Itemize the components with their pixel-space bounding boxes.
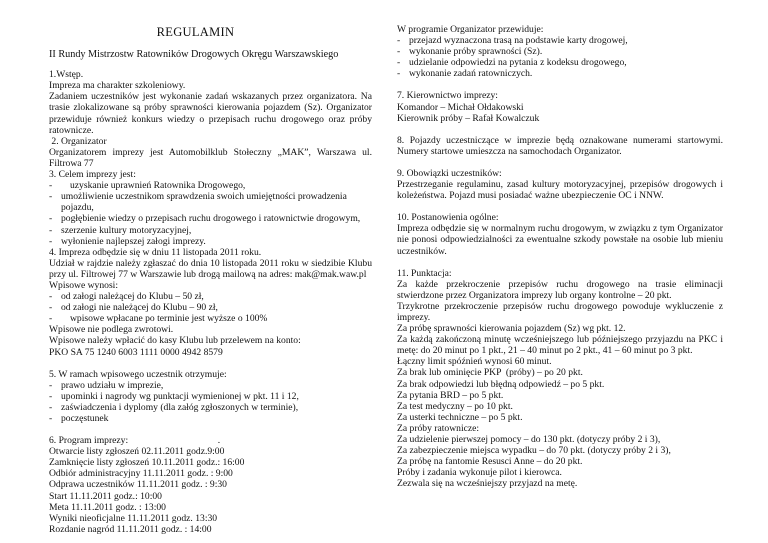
- section-4-paragraph: Udział w rajdzie należy zgłaszać do dnia 10 listopada 2011 roku w siedzibie Klubu przy ul. Filtrowej 77 w Warszawie lub drogą mailową na adres: mak@mak.waw.pl: [49, 257, 372, 280]
- section-4-heading: 4. Impreza odbędzie się w dniu 11 listopada 2011 roku.: [49, 246, 262, 258]
- scoring-line: Za test medyczny – po 10 pkt.: [397, 400, 513, 412]
- bank-account: PKO SA 75 1240 6003 1111 0000 4942 8579: [49, 346, 223, 358]
- list-item: - wykonanie próby sprawności (Sz).: [397, 46, 543, 58]
- scoring-line: Próby i zadania wykonuje pilot i kierowca.: [397, 467, 562, 479]
- program-line: Otwarcie listy zgłoszeń 02.11.2011 godz.9:00: [49, 446, 225, 458]
- section-10-paragraph: Impreza odbędzie się w normalnym ruchu drogowym, w związku z tym Organizator nie ponosi odpowiedzialności za ewentualne szkody powstałe na osobie lub mieniu uczestników.: [397, 223, 723, 257]
- list-item: - wpisowe wpłacane po terminie jest wyższe o 100%: [49, 313, 268, 325]
- section-3-list: [49, 180, 372, 247]
- section-8-paragraph: 8. Pojazdy uczestniczące w imprezie będą oznakowane numerami startowymi. Numery startowe umieszcza na samochodach Organizator.: [397, 134, 723, 157]
- list-item: - wyłonienie najlepszej załogi imprezy.: [49, 235, 206, 247]
- scoring-line: Za brak odpowiedzi lub błędną odpowiedź – po 5 pkt.: [397, 378, 605, 390]
- section-1-intro: Impreza ma charakter szkoleniowy.: [49, 80, 186, 92]
- scoring-line: Za pytania BRD – po 5 pkt.: [397, 389, 504, 401]
- scoring-paragraph: Za każde przekroczenie przepisów ruchu drogowego na trasie eliminacji stwierdzone przez Organizatora imprezy lub organy kontrolne – 20 pkt.: [397, 278, 723, 301]
- section-3-heading: 3. Celem imprezy jest:: [49, 169, 136, 181]
- list-item: - przejazd wyznaczona trasą na podstawie karty drogowej,: [397, 35, 628, 47]
- scoring-line: Za usterki techniczne – po 5 pkt.: [397, 411, 523, 423]
- section-6-heading-row: [49, 435, 372, 446]
- scoring-paragraph: Trzykrotne przekroczenie przepisów ruchu drogowego powoduje wykluczenie z imprezy.: [397, 300, 723, 323]
- section-9-paragraph: Przestrzeganie regulaminu, zasad kultury motoryzacyjnej, przepisów drogowych i koleżeństwa. Pojazd musi posiadać ważne ubezpieczenie OC i NNW.: [397, 179, 723, 202]
- list-item: - uzyskanie uprawnień Ratownika Drogowego,: [49, 180, 246, 192]
- program-line: Wyniki nieoficjalne 11.11.2011 godz. 13:30: [49, 512, 218, 524]
- scoring-line: Za udzielenie pierwszej pomocy – do 130 pkt. (dotyczy próby 2 i 3),: [397, 434, 661, 445]
- fees-nonrefund: Wpisowe nie podlega zwrotowi.: [49, 324, 174, 336]
- list-item: - pogłębienie wiedzy o przepisach ruchu drogowego i ratownictwie drogowym,: [49, 213, 361, 225]
- section-6-dot: .: [217, 435, 221, 447]
- list-item: - umożliwienie uczestnikom sprawdzenia swoich umiejętności prowadzenia pojazdu,: [49, 191, 347, 214]
- section-7-heading: 7. Kierownictwo imprezy:: [397, 90, 498, 102]
- section-2-heading: 2. Organizator: [49, 135, 107, 147]
- list-item: - udzielanie odpowiedzi na pytania z kodeksu drogowego,: [397, 57, 627, 69]
- section-6-heading: 6. Program imprezy:: [49, 435, 129, 447]
- fees-list: [49, 291, 372, 324]
- document-title: REGULAMIN: [156, 25, 235, 39]
- program-line: Odbiór administracyjny 11.11.2011 godz. : 9:00: [49, 468, 233, 480]
- scoring-line: Za zabezpieczenie miejsca wypadku – do 70 pkt. (dotyczy próby 2 i 3),: [397, 445, 671, 457]
- document-subtitle: II Rundy Mistrzostw Ratowników Drogowych Okręgu Warszawskiego: [49, 49, 339, 61]
- list-item: - od załogi nie należącej do Klubu – 90 zł,: [49, 302, 218, 314]
- section-5-heading: 5. W ramach wpisowego uczestnik otrzymuje:: [49, 368, 227, 380]
- fees-label: Wpisowe wynosi:: [49, 279, 119, 291]
- list-item: - prawo udziału w imprezie,: [49, 379, 164, 391]
- scoring-line: Za próbę na fantomie Resusci Anne – do 20 pkt.: [397, 456, 583, 468]
- left-column: [49, 0, 372, 535]
- program-heading: W programie Organizator przewiduje:: [397, 24, 544, 35]
- scoring-line: Za brak lub ominięcie PKP (próby) – po 20 pkt.: [397, 367, 583, 379]
- scoring-paragraph: Za każdą zakończoną minutę wcześniejszego lub późniejszego przyjazdu na PKC i metę: do 20 minut po 1 pkt., 21 – 40 minut po 2 pkt., 41 – 60 minut po 3 pkt.: [397, 334, 723, 357]
- list-item: - poczęstunek: [49, 413, 109, 424]
- section-1-heading: 1.Wstęp.: [49, 69, 84, 81]
- staff-line: Komandor – Michał Ołdakowski: [397, 101, 524, 113]
- section-9-heading: 9. Obowiązki uczestników:: [397, 167, 502, 179]
- scoring-line: Za próby ratownicze:: [397, 422, 480, 434]
- program-line: Start 11.11.2011 godz.: 10:00: [49, 490, 162, 502]
- program-line: Rozdanie nagród 11.11.2011 godz. : 14:00: [49, 523, 212, 535]
- fees-payment: Wpisowe należy wpłacić do kasy Klubu lub przelewem na konto:: [49, 335, 301, 347]
- program-line: Odprawa uczestników 11.11.2011 godz. : 9:30: [49, 479, 227, 491]
- program-line: Meta 11.11.2011 godz. : 13:00: [49, 501, 166, 513]
- section-11-heading: 11. Punktacja:: [397, 267, 452, 279]
- section-1-paragraph: Zadaniem uczestników jest wykonanie zadań wskazanych przez organizatora. Na trasie zlokalizowane są próby sprawności kierowania pojazdem (Sz). Organizator przewiduje również konkurs wiedzy o przepisach ruchu drogowego oraz próby ratownicze.: [49, 91, 372, 136]
- scoring-line: Łączny limit spóźnień wynosi 60 minut.: [397, 356, 552, 368]
- list-item: - zaświadczenia i dyplomy (dla załóg zgłoszonych w terminie),: [49, 401, 299, 413]
- right-column: [397, 24, 723, 489]
- list-item: - wykonanie zadań ratowniczych.: [397, 68, 533, 80]
- staff-line: Kierownik próby – Rafał Kowalczuk: [397, 112, 540, 124]
- program-line: Zamknięcie listy zgłoszeń 10.11.2011 godz.: 16:00: [49, 457, 245, 469]
- scoring-line: Za próbę sprawności kierowania pojazdem (Sz) wg pkt. 12.: [397, 323, 626, 335]
- scoring-line: Zezwala się na wcześniejszy przyjazd na metę.: [397, 478, 578, 490]
- list-item: - upominki i nagrody wg punktacji wymienionej w pkt. 11 i 12,: [49, 390, 299, 402]
- section-5-list: [49, 380, 372, 424]
- program-list: [397, 35, 723, 79]
- section-10-heading: 10. Postanowienia ogólne:: [397, 212, 499, 224]
- section-2-paragraph: Organizatorem imprezy jest Automobilklub Stołeczny „MAK”, Warszawa ul. Filtrowa 77: [49, 146, 372, 169]
- list-item: - od załogi należącej do Klubu – 50 zł,: [49, 291, 204, 303]
- list-item: - szerzenie kultury motoryzacyjnej,: [49, 224, 192, 236]
